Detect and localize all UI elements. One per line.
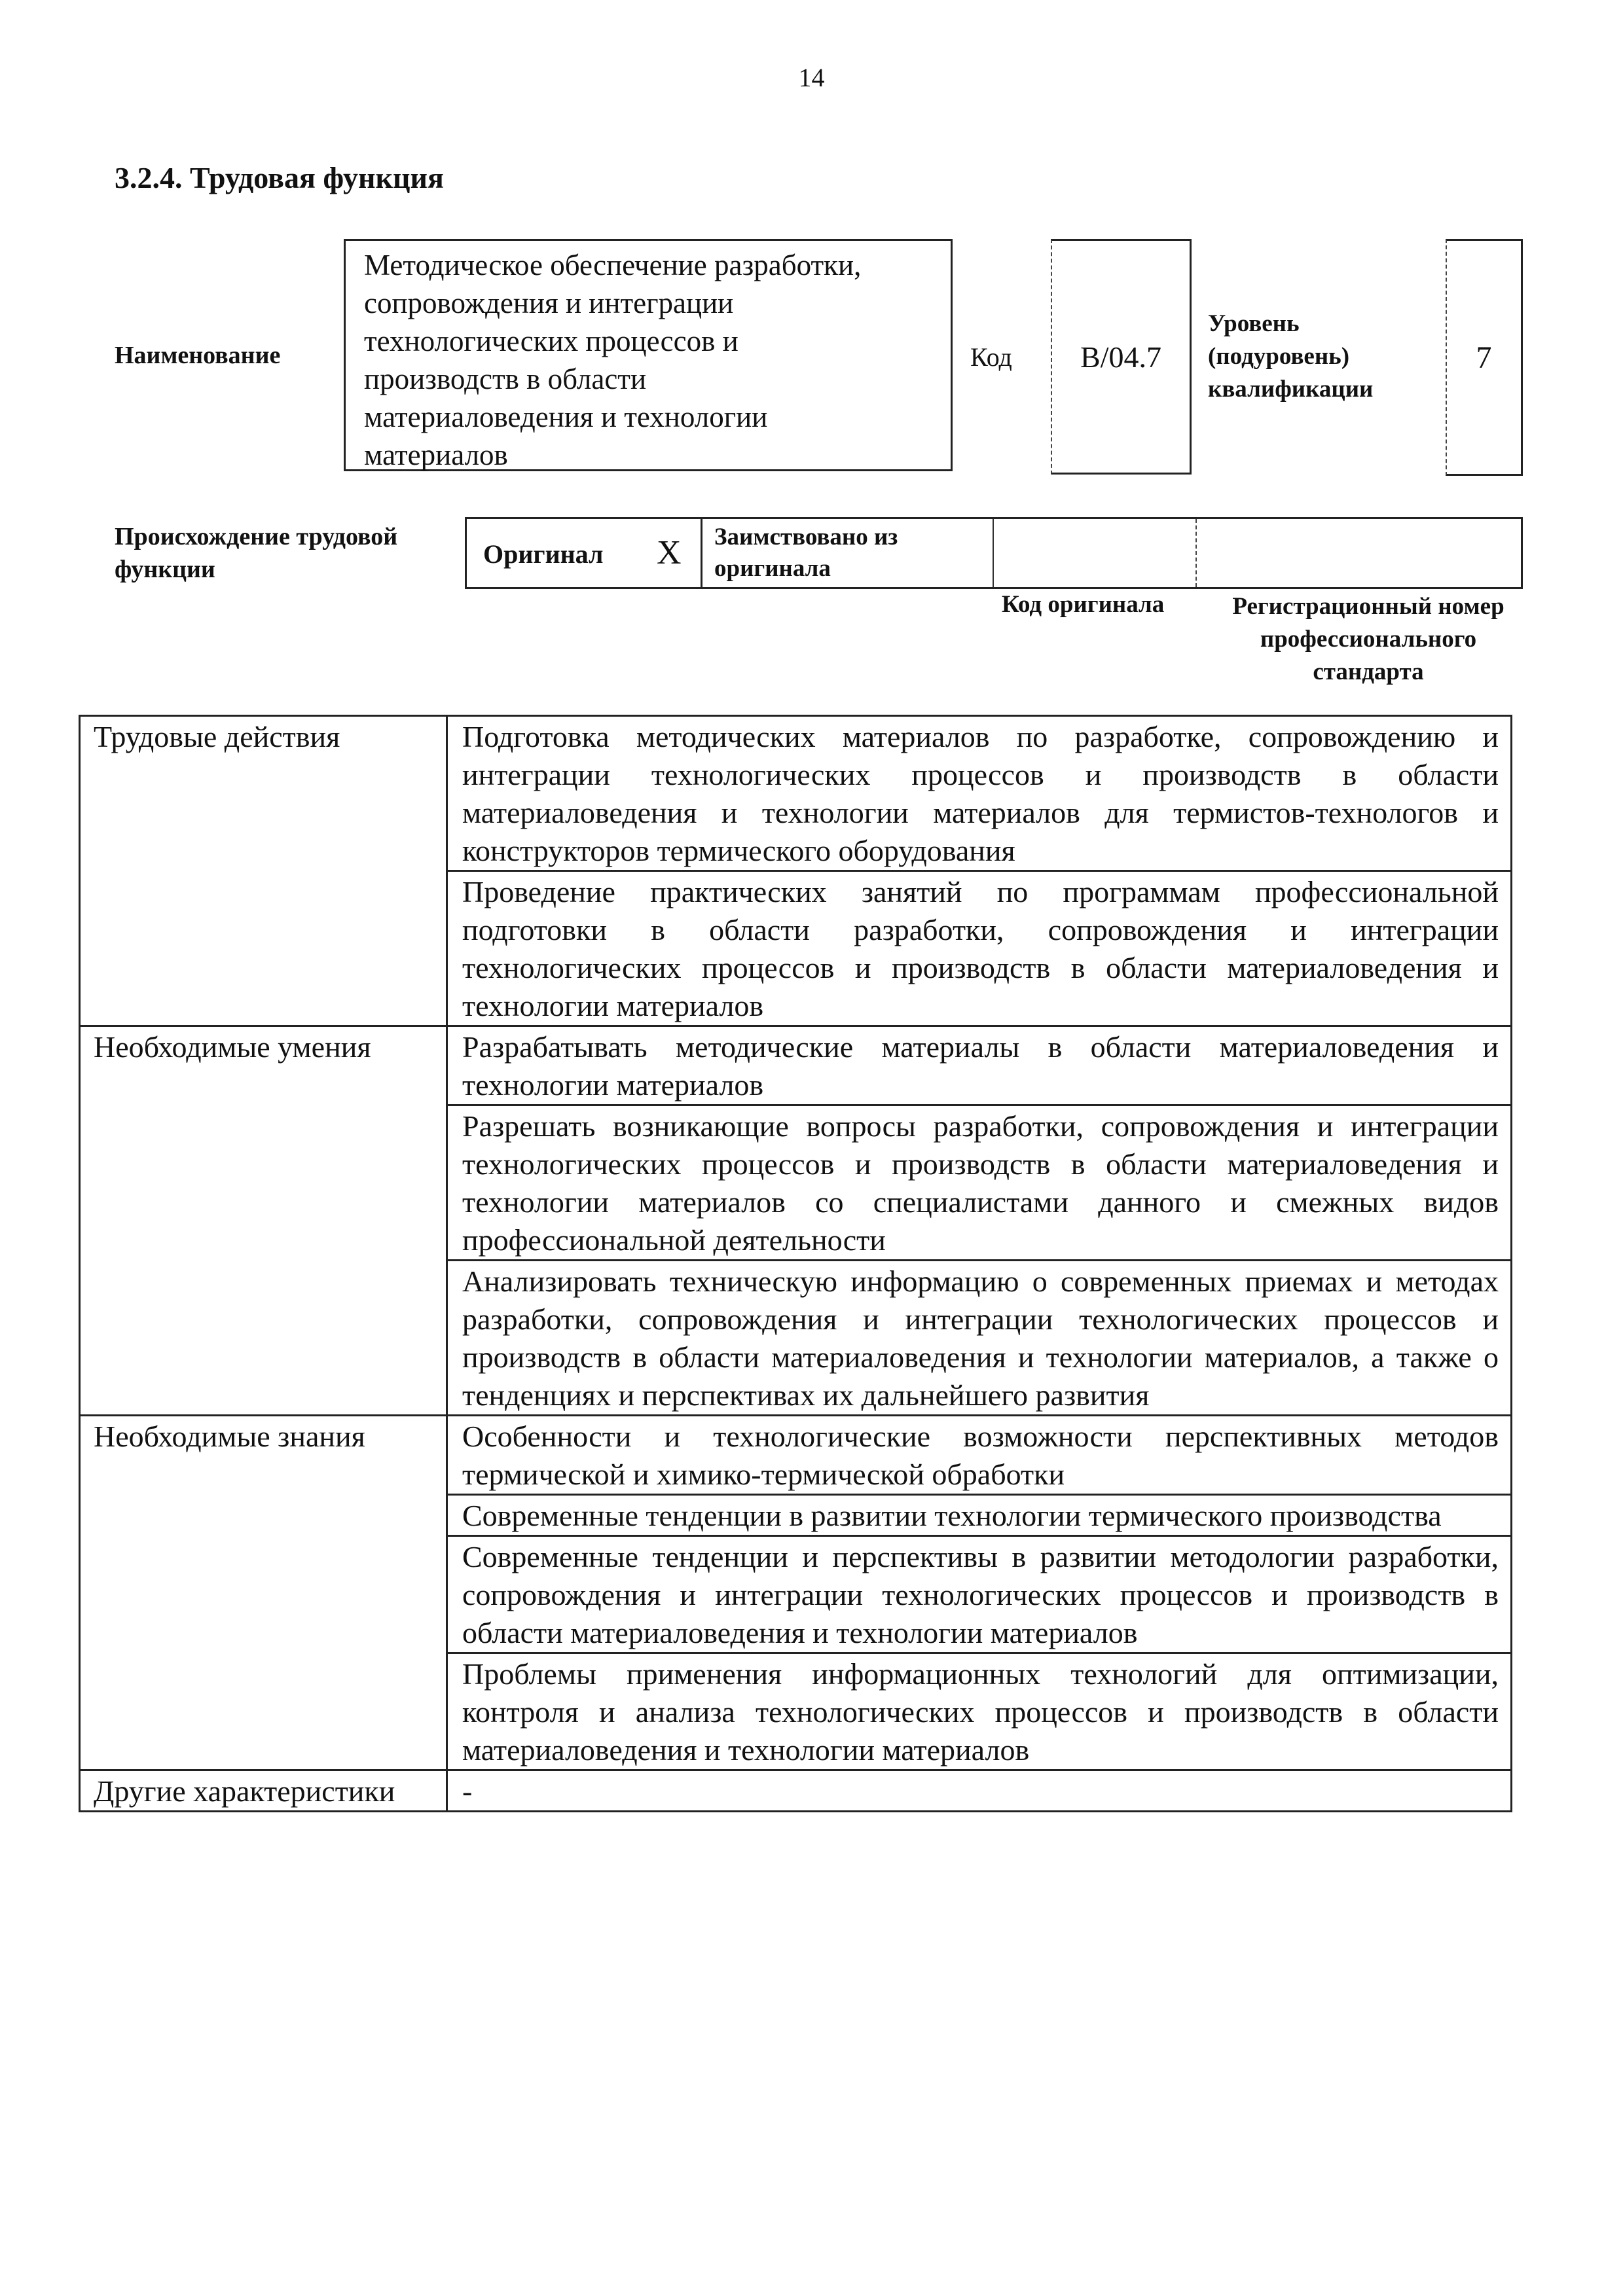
table-row bbox=[80, 1416, 1512, 1495]
borrowed-cell bbox=[702, 519, 994, 587]
function-name-line: материалов bbox=[364, 439, 508, 471]
table-cell: - bbox=[447, 1770, 1512, 1812]
table-cell: Современные тенденции и перспективы в развитии методологии разработки, сопровождения и интеграции технологических процессов и производств в области материаловедения и технологии материалов bbox=[447, 1536, 1512, 1653]
table-row bbox=[80, 1495, 1512, 1536]
table-cell: Проведение практических занятий по программам профессиональной подготовки в области разработки, сопровождения и интеграции технологических процессов и производств в области материаловедения и технологии материалов bbox=[447, 871, 1512, 1026]
level-label-line: квалификации bbox=[1208, 376, 1374, 403]
category-spacer bbox=[80, 1261, 447, 1416]
origin-box bbox=[465, 517, 1523, 589]
borrowed-label-line: оригинала bbox=[714, 555, 831, 582]
reg-number-line: стандарта bbox=[1313, 658, 1424, 685]
table-row bbox=[80, 1026, 1512, 1105]
borrowed-label-line: Заимствовано из bbox=[714, 524, 898, 550]
level-label-line: Уровень bbox=[1208, 310, 1300, 337]
table-cell: Анализировать техническую информацию о современных приемах и методах разработки, сопровождения и интеграции технологических процессов и производств в области материаловедения и технологии материалов, а также о тенденциях и перспективах их дальнейшего развития bbox=[447, 1261, 1512, 1416]
original-cell bbox=[467, 519, 702, 587]
category-labor-actions: Трудовые действия bbox=[80, 716, 447, 871]
category-spacer bbox=[80, 1653, 447, 1770]
original-mark: X bbox=[657, 534, 682, 571]
table-cell: Проблемы применения информационных технологий для оптимизации, контроля и анализа технологических процессов и производств в области материаловедения и технологии материалов bbox=[447, 1653, 1512, 1770]
table-cell: Разрабатывать методические материалы в области материаловедения и технологии материалов bbox=[447, 1026, 1512, 1105]
function-name-line: материаловедения и технологии bbox=[364, 401, 768, 433]
page-number: 14 bbox=[798, 63, 825, 92]
function-name-line: сопровождения и интеграции bbox=[364, 287, 734, 319]
origin-label-line: функции bbox=[115, 556, 215, 583]
borrowed-label bbox=[714, 522, 898, 584]
name-label: Наименование bbox=[115, 342, 281, 369]
reg-number-cell bbox=[1197, 519, 1521, 587]
category-spacer bbox=[80, 1105, 447, 1261]
origin-label-line: Происхождение трудовой bbox=[115, 523, 398, 550]
reg-number-label bbox=[1205, 590, 1532, 689]
table-row bbox=[80, 1770, 1512, 1812]
code-label: Код bbox=[970, 342, 1012, 372]
table-row bbox=[80, 1653, 1512, 1770]
code-value: B/04.7 bbox=[1051, 239, 1192, 475]
origin-label bbox=[115, 520, 397, 586]
table-cell: Современные тенденции в развитии технологии термического производства bbox=[447, 1495, 1512, 1536]
reg-number-line: профессионального bbox=[1260, 626, 1477, 653]
section-title: 3.2.4. Трудовая функция bbox=[115, 161, 444, 194]
function-name-line: Методическое обеспечение разработки, bbox=[364, 249, 862, 281]
table-row bbox=[80, 716, 1512, 871]
table-row bbox=[80, 871, 1512, 1026]
function-name-line: технологических процессов и bbox=[364, 325, 739, 357]
function-name-box bbox=[344, 239, 953, 471]
original-code-label: Код оригинала bbox=[1002, 591, 1165, 618]
table-row bbox=[80, 1105, 1512, 1261]
category-other: Другие характеристики bbox=[80, 1770, 447, 1812]
table-row bbox=[80, 1261, 1512, 1416]
table-cell: Особенности и технологические возможности перспективных методов термической и химико-термической обработки bbox=[447, 1416, 1512, 1495]
category-spacer bbox=[80, 1495, 447, 1536]
table-cell: Подготовка методических материалов по разработке, сопровождению и интеграции технологических процессов и производств в области материаловедения и технологии материалов для термистов-технологов и конструкторов термического оборудования bbox=[447, 716, 1512, 871]
original-code-cell bbox=[994, 519, 1197, 587]
qualification-level-label bbox=[1208, 308, 1373, 406]
category-required-skills: Необходимые умения bbox=[80, 1026, 447, 1105]
function-details-table bbox=[79, 715, 1512, 1812]
table-cell: Разрешать возникающие вопросы разработки, сопровождения и интеграции технологических процессов и производств в области материаловедения и технологии материалов со специалистами данного и смежных видов профессиональной деятельности bbox=[447, 1105, 1512, 1261]
reg-number-line: Регистрационный номер bbox=[1232, 593, 1504, 620]
qualification-level-value: 7 bbox=[1446, 239, 1523, 476]
category-required-knowledge: Необходимые знания bbox=[80, 1416, 447, 1495]
category-spacer bbox=[80, 871, 447, 1026]
category-spacer bbox=[80, 1536, 447, 1653]
level-label-line: (подуровень) bbox=[1208, 343, 1350, 370]
table-row bbox=[80, 1536, 1512, 1653]
function-name-line: производств в области bbox=[364, 363, 647, 395]
original-label: Оригинал bbox=[483, 539, 604, 569]
